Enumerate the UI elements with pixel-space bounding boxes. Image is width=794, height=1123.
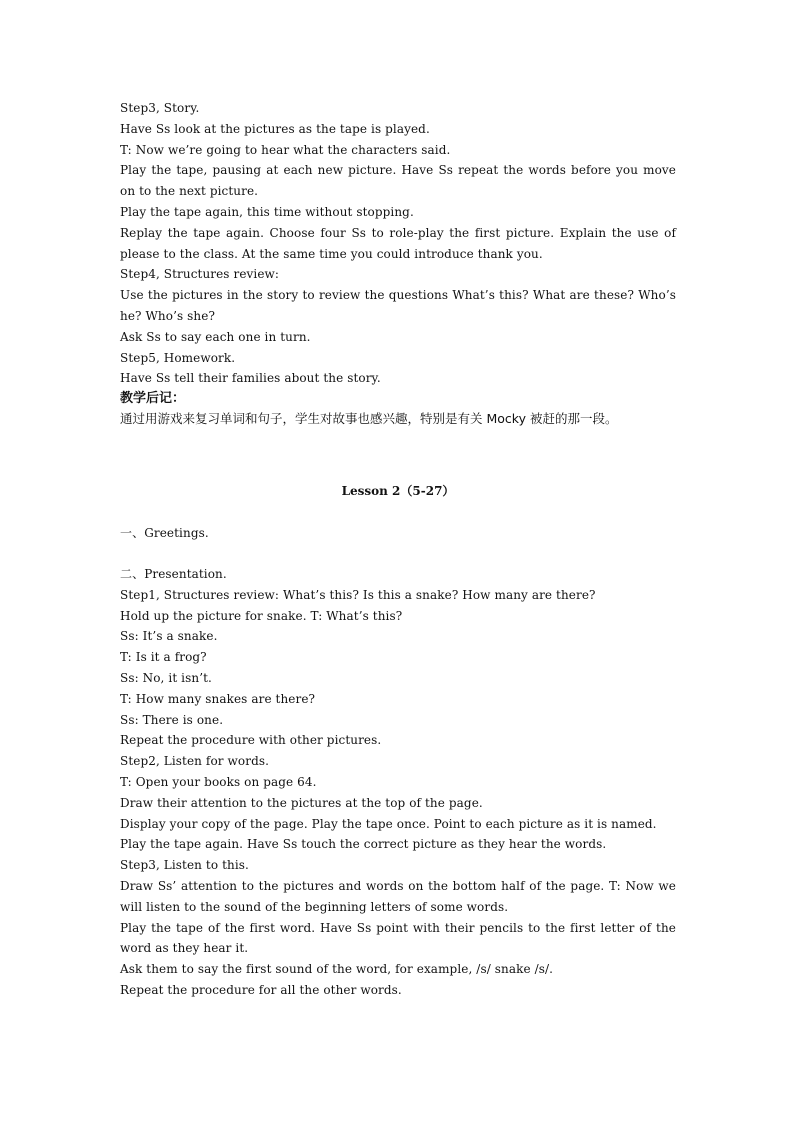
paragraph: T: How many snakes are there? (120, 691, 316, 706)
paragraph: Step2, Listen for words. (120, 754, 270, 769)
paragraph: Replay the tape again. Choose four Ss to role-play the first picture. Explain the use of please to the class. At the same time you could introduce thank you. (120, 225, 676, 261)
paragraph: Ss: No, it isn’t. (120, 670, 212, 685)
paragraph: Draw their attention to the pictures at the top of the page. (120, 795, 483, 810)
paragraph: T: Is it a frog? (120, 650, 207, 665)
paragraph: Play the tape, pausing at each new picture. Have Ss repeat the words before you move on to the next picture. (120, 163, 676, 199)
paragraph: Have Ss tell their families about the story. (120, 371, 381, 386)
section-heading: 一、Greetings. (120, 526, 209, 541)
paragraph: Step1, Structures review: What’s this? Is this a snake? How many are there? (120, 587, 596, 602)
paragraph: Repeat the procedure for all the other words. (120, 982, 402, 997)
document-page (120, 98, 676, 1001)
paragraph: Ss: It’s a snake. (120, 629, 218, 644)
reflection-heading: 教学后记： (120, 391, 186, 407)
section-heading: 二、Presentation. (120, 566, 227, 581)
paragraph: Ask Ss to say each one in turn. (120, 329, 311, 344)
paragraph: Repeat the procedure with other pictures. (120, 733, 382, 748)
paragraph: Hold up the picture for snake. T: What’s this? (120, 608, 403, 623)
paragraph: Ss: There is one. (120, 712, 224, 727)
paragraph: Step4, Structures review: (120, 267, 280, 282)
reflection-text: 通过用游戏来复习单词和句子，学生对故事也感兴趣，特别是有关 Mocky 被赶的那一段。 (120, 411, 618, 427)
paragraph: Ask them to say the first sound of the word, for example, /s/ snake /s/. (120, 962, 554, 977)
paragraph: Play the tape of the first word. Have Ss point with their pencils to the first letter of the word as they hear it. (120, 920, 676, 956)
paragraph: Have Ss look at the pictures as the tape is played. (120, 121, 430, 136)
paragraph: Step5, Homework. (120, 350, 236, 365)
paragraph: Draw Ss’ attention to the pictures and words on the bottom half of the page. T: Now we will listen to the sound of the beginning letters of some words. (120, 878, 676, 914)
lesson-title: Lesson 2（5-27） (341, 484, 455, 499)
paragraph: Play the tape again, this time without stopping. (120, 204, 414, 219)
paragraph: Step3, Listen to this. (120, 858, 249, 873)
paragraph: Display your copy of the page. Play the tape once. Point to each picture as it is named. (120, 816, 657, 831)
paragraph: Use the pictures in the story to review the questions What’s this? What are these? Who’s he? Who’s she? (120, 288, 676, 323)
paragraph: T: Now we’re going to hear what the characters said. (120, 142, 451, 157)
paragraph: Step3, Story. (120, 101, 200, 115)
paragraph: T: Open your books on page 64. (120, 774, 317, 789)
paragraph: Play the tape again. Have Ss touch the correct picture as they hear the words. (120, 837, 607, 852)
